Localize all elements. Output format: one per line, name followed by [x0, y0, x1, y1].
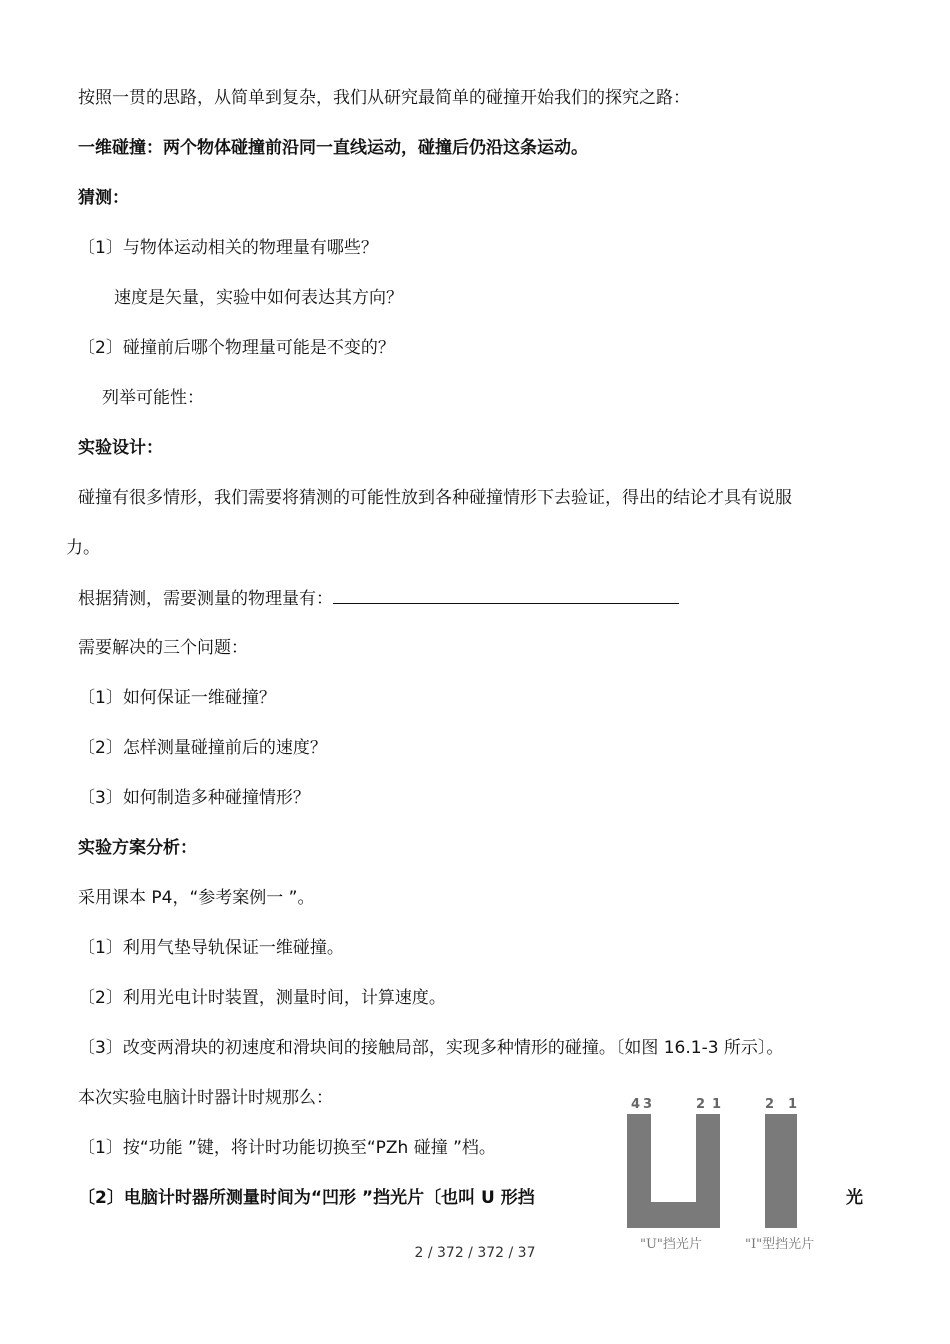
- page-number: 2 / 372 / 372 / 37: [414, 1245, 536, 1261]
- measure-prompt: 根据猜测，需要测量的物理量有：: [78, 589, 333, 609]
- guess-question-1-sub: 速度是矢量，实验中如何表达其方向？: [114, 288, 403, 308]
- design-paragraph-line-2: 力。: [66, 538, 100, 558]
- u-label-4: 4: [631, 1097, 641, 1112]
- definition-1d-collision: 一维碰撞：两个物体碰撞前沿同一直线运动，碰撞后仍沿这条运动。: [78, 138, 588, 158]
- design-paragraph-line-1: 碰撞有很多情形，我们需要将猜测的可能性放到各种碰撞情形下去验证，得出的结论才具有说服: [78, 488, 792, 508]
- timer-rule-2: 〔2〕电脑计时器所测量时间为“凹形 ”挡光片〔也叫 U 形挡: [78, 1188, 535, 1208]
- u-plate-shape: [627, 1114, 720, 1228]
- timer-rule-heading: 本次实验电脑计时器计时规那么：: [78, 1088, 333, 1108]
- guess-list-prompt: 列举可能性：: [102, 388, 204, 408]
- i-shading-plate: [745, 1097, 814, 1252]
- timer-rule-2-tail: 光: [846, 1188, 863, 1208]
- analysis-heading: 实验方案分析：: [78, 838, 197, 858]
- u-label-3: 3: [643, 1097, 653, 1112]
- answer-3: 〔3〕改变两滑块的初速度和滑块间的接触局部，实现多种情形的碰撞。〔如图 16.1-3 所示〕。: [78, 1038, 784, 1058]
- i-caption: "I"型挡光片: [745, 1237, 815, 1252]
- design-heading: 实验设计：: [78, 438, 163, 458]
- answer-blank[interactable]: [333, 586, 679, 604]
- guess-question-2: 〔2〕碰撞前后哪个物理量可能是不变的？: [78, 338, 395, 358]
- answer-1: 〔1〕利用气垫导轨保证一维碰撞。: [78, 938, 344, 958]
- guess-heading: 猜测：: [78, 188, 129, 208]
- i-label-1: 1: [788, 1097, 798, 1112]
- u-shading-plate: [627, 1097, 721, 1252]
- u-label-1: 1: [712, 1097, 722, 1112]
- timer-rule-1: 〔1〕按“功能 ”键，将计时功能切换至“PZh 碰撞 ”档。: [78, 1138, 496, 1158]
- intro-text: 按照一贯的思路，从简单到复杂，我们从研究最简单的碰撞开始我们的探究之路：: [78, 88, 690, 108]
- shading-plate-figure: [620, 1094, 830, 1254]
- i-label-2: 2: [765, 1097, 775, 1112]
- three-problems-heading: 需要解决的三个问题：: [78, 638, 248, 658]
- guess-question-1: 〔1〕与物体运动相关的物理量有哪些？: [78, 238, 378, 258]
- i-plate-shape: [765, 1114, 797, 1228]
- u-caption: "U"挡光片: [640, 1237, 702, 1252]
- answer-2: 〔2〕利用光电计时装置，测量时间，计算速度。: [78, 988, 446, 1008]
- u-label-2: 2: [696, 1097, 706, 1112]
- problem-3: 〔3〕如何制造多种碰撞情形？: [78, 788, 310, 808]
- problem-2: 〔2〕怎样测量碰撞前后的速度？: [78, 738, 327, 758]
- measure-prompt-row: [78, 586, 679, 611]
- problem-1: 〔1〕如何保证一维碰撞？: [78, 688, 276, 708]
- analysis-reference: 采用课本 P4，“参考案例一 ”。: [78, 888, 315, 908]
